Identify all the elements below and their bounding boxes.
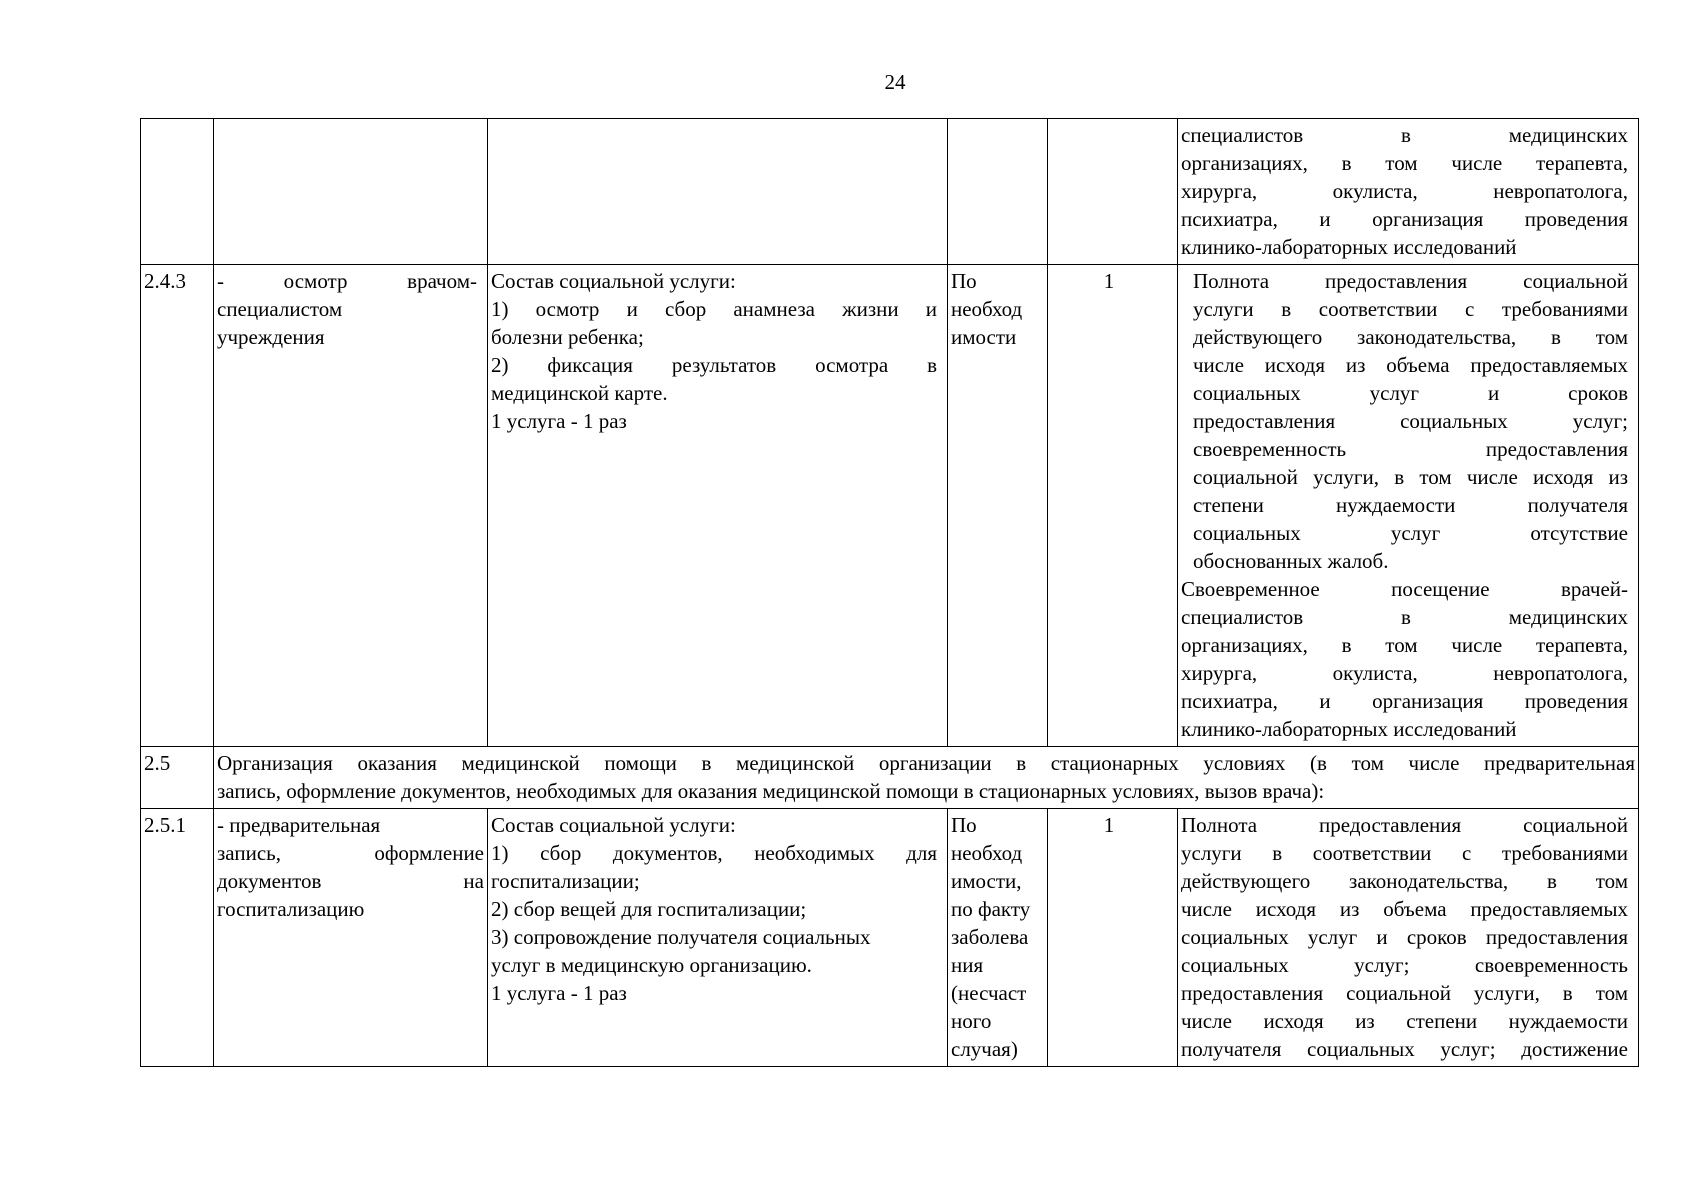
- text-line: предоставления социальной услуги, в том: [1181, 981, 1628, 1005]
- text-line: Состав социальной услуги:: [491, 269, 736, 293]
- text-line: получателя социальных услуг; достижение: [1181, 1037, 1628, 1061]
- text-line: ния: [951, 953, 984, 977]
- text-line: социальной услуги, в том числе исходя из: [1193, 465, 1628, 489]
- table-row-2-4-3: [141, 265, 1639, 747]
- text-line: социальных услуг и сроков предоставления: [1181, 925, 1628, 949]
- cell-num: 2.4.3: [141, 265, 214, 747]
- text-line: специалистом: [217, 297, 343, 321]
- cell-num: 2.5: [141, 747, 214, 809]
- text-line: числе исходя из объема предоставляемых: [1181, 897, 1628, 921]
- text-line: По: [951, 813, 977, 837]
- text-line: госпитализации;: [491, 869, 640, 893]
- cell-num: 2.5.1: [141, 809, 214, 1067]
- text-line: Состав социальной услуги:: [491, 813, 736, 837]
- text-line: психиатра, и организация проведения: [1181, 689, 1628, 713]
- text-line: - предварительная: [217, 813, 381, 837]
- cell-num: [141, 119, 214, 265]
- text-line: услуги в соответствии с требованиями: [1193, 297, 1628, 321]
- text-line: 1 услуга - 1 раз: [491, 409, 627, 433]
- cell-period: [948, 265, 1048, 747]
- text-line: случая): [951, 1037, 1018, 1061]
- cell-quality: [1178, 809, 1639, 1067]
- text-line: специалистов в медицинских: [1181, 605, 1628, 629]
- text-line: 1 услуга - 1 раз: [491, 981, 627, 1005]
- text-line: социальных услуг и сроков: [1193, 381, 1628, 405]
- cell-description: [488, 809, 948, 1067]
- cell-name: [214, 809, 488, 1067]
- text-line: хирурга, окулиста, невропатолога,: [1181, 179, 1628, 203]
- text-line: специалистов в медицинских: [1181, 123, 1628, 147]
- text-line: (несчаст: [951, 981, 1027, 1005]
- table-row-continuation: [141, 119, 1639, 265]
- text-line: 3) сопровождение получателя социальных: [491, 925, 871, 949]
- cell-quantity: [1048, 119, 1178, 265]
- cell-quantity: 1: [1048, 265, 1178, 747]
- text-line: 1) осмотр и сбор анамнеза жизни и: [491, 297, 937, 321]
- cell-description: [488, 265, 948, 747]
- cell-description: [488, 119, 948, 265]
- text-line: документов на: [217, 869, 484, 893]
- table-row-2-5: [141, 747, 1639, 809]
- text-line: ного: [951, 1009, 992, 1033]
- text-line: степени нуждаемости получателя: [1193, 493, 1628, 517]
- text-line: 2) сбор вещей для госпитализации;: [491, 897, 807, 921]
- cell-quality: [1178, 119, 1639, 265]
- text-line: услуг в медицинскую организацию.: [491, 953, 812, 977]
- text-line: Своевременное посещение врачей-: [1181, 577, 1628, 601]
- text-line: организациях, в том числе терапевта,: [1181, 151, 1628, 175]
- text-line: предоставления социальных услуг;: [1193, 409, 1628, 433]
- text-line: заболева: [951, 925, 1029, 949]
- cell-quantity: 1: [1048, 809, 1178, 1067]
- text-line: Полнота предоставления социальной: [1193, 269, 1628, 293]
- text-line: запись, оформление документов, необходимых для оказания медицинской помощи в стационарных условиях, вызов врача):: [217, 779, 1325, 803]
- text-line: действующего законодательства, в том: [1181, 869, 1628, 893]
- text-line: Полнота предоставления социальной: [1181, 813, 1628, 837]
- text-line: имости,: [951, 869, 1022, 893]
- text-line: госпитализацию: [217, 897, 365, 921]
- text-line: По: [951, 269, 977, 293]
- text-line: запись, оформление: [217, 841, 484, 865]
- text-line: социальных услуг отсутствие: [1193, 521, 1628, 545]
- text-line: по факту: [951, 897, 1031, 921]
- text-line: хирурга, окулиста, невропатолога,: [1181, 661, 1628, 685]
- text-line: действующего законодательства, в том: [1193, 325, 1628, 349]
- text-line: медицинской карте.: [491, 381, 668, 405]
- text-line: необход: [951, 297, 1023, 321]
- cell-period: [948, 809, 1048, 1067]
- text-line: болезни ребенка;: [491, 325, 644, 349]
- cell-period: [948, 119, 1048, 265]
- cell-name: [214, 265, 488, 747]
- cell-name: [214, 119, 488, 265]
- cell-section-title: [214, 747, 1639, 809]
- text-line: Организация оказания медицинской помощи в медицинской организации в стационарных условиях (в том числе предварительная: [217, 751, 1635, 775]
- text-line: учреждения: [217, 325, 325, 349]
- text-line: клинико-лабораторных исследований: [1181, 235, 1517, 259]
- text-line: 2) фиксация результатов осмотра в: [491, 353, 937, 377]
- services-table: [140, 118, 1639, 1067]
- text-line: числе исходя из объема предоставляемых: [1193, 353, 1628, 377]
- text-line: психиатра, и организация проведения: [1181, 207, 1628, 231]
- text-line: организациях, в том числе терапевта,: [1181, 633, 1628, 657]
- text-line: - осмотр врачом-: [217, 269, 477, 293]
- text-line: обоснованных жалоб.: [1193, 549, 1389, 573]
- text-line: клинико-лабораторных исследований: [1181, 717, 1517, 741]
- text-line: социальных услуг; своевременность: [1181, 953, 1628, 977]
- page-number: 24: [884, 70, 906, 94]
- cell-quality: [1178, 265, 1639, 747]
- table-row-2-5-1: [141, 809, 1639, 1067]
- text-line: необход: [951, 841, 1023, 865]
- text-line: имости: [951, 325, 1017, 349]
- text-line: 1) сбор документов, необходимых для: [491, 841, 937, 865]
- text-line: услуги в соответствии с требованиями: [1181, 841, 1628, 865]
- text-line: числе исходя из степени нуждаемости: [1181, 1009, 1628, 1033]
- text-line: своевременность предоставления: [1193, 437, 1628, 461]
